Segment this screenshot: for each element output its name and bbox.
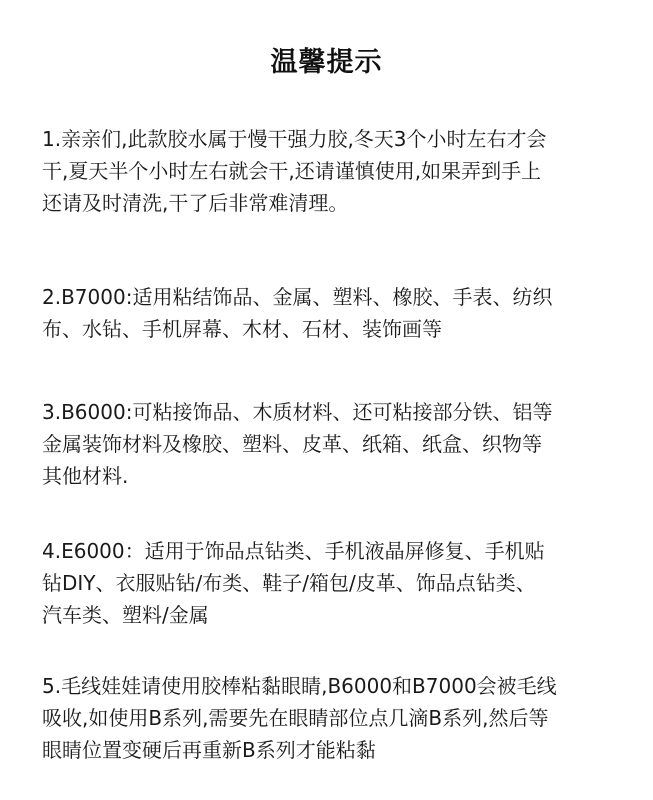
paragraph-line: 干,夏天半个小时左右就会干,还请谨慎使用,如果弄到手上 <box>42 159 542 183</box>
paragraph-line: 眼睛位置变硬后再重新B系列才能粘黏 <box>42 738 376 762</box>
paragraph-line: 3.B6000:可粘接饰品、木质材料、还可粘接部分铁、铝等 <box>42 400 553 424</box>
paragraph-line: 4.E6000：适用于饰品点钻类、手机液晶屏修复、手机贴 <box>42 539 545 563</box>
paragraph-line: 钻DIY、衣服贴钻/布类、鞋子/箱包/皮革、饰品点钻类、 <box>42 571 536 595</box>
paragraph-line: 5.毛线娃娃请使用胶棒粘黏眼睛,B6000和B7000会被毛线 <box>42 674 557 698</box>
paragraph-line: 布、水钻、手机屏幕、木材、石材、装饰画等 <box>42 317 442 341</box>
paragraph-line: 汽车类、塑料/金属 <box>42 603 209 627</box>
notice-paragraph-4 <box>42 535 627 631</box>
paragraph-line: 1.亲亲们,此款胶水属于慢干强力胶,冬天3个小时左右才会 <box>42 127 547 151</box>
paragraph-line: 还请及时清洗,干了后非常难清理。 <box>42 191 349 215</box>
paragraph-line: 其他材料. <box>42 464 129 488</box>
paragraph-line: 吸收,如使用B系列,需要先在眼睛部位点几滴B系列,然后等 <box>42 706 549 730</box>
notice-paragraph-2 <box>42 281 627 345</box>
paragraph-line: 2.B7000:适用粘结饰品、金属、塑料、橡胶、手表、纺织 <box>42 285 553 309</box>
notice-paragraph-1 <box>42 123 627 219</box>
notice-paragraph-5 <box>42 670 627 766</box>
notice-paragraph-3 <box>42 396 627 492</box>
page-title: 温馨提示 <box>270 47 383 78</box>
paragraph-line: 金属装饰材料及橡胶、塑料、皮革、纸箱、纸盒、织物等 <box>42 432 542 456</box>
